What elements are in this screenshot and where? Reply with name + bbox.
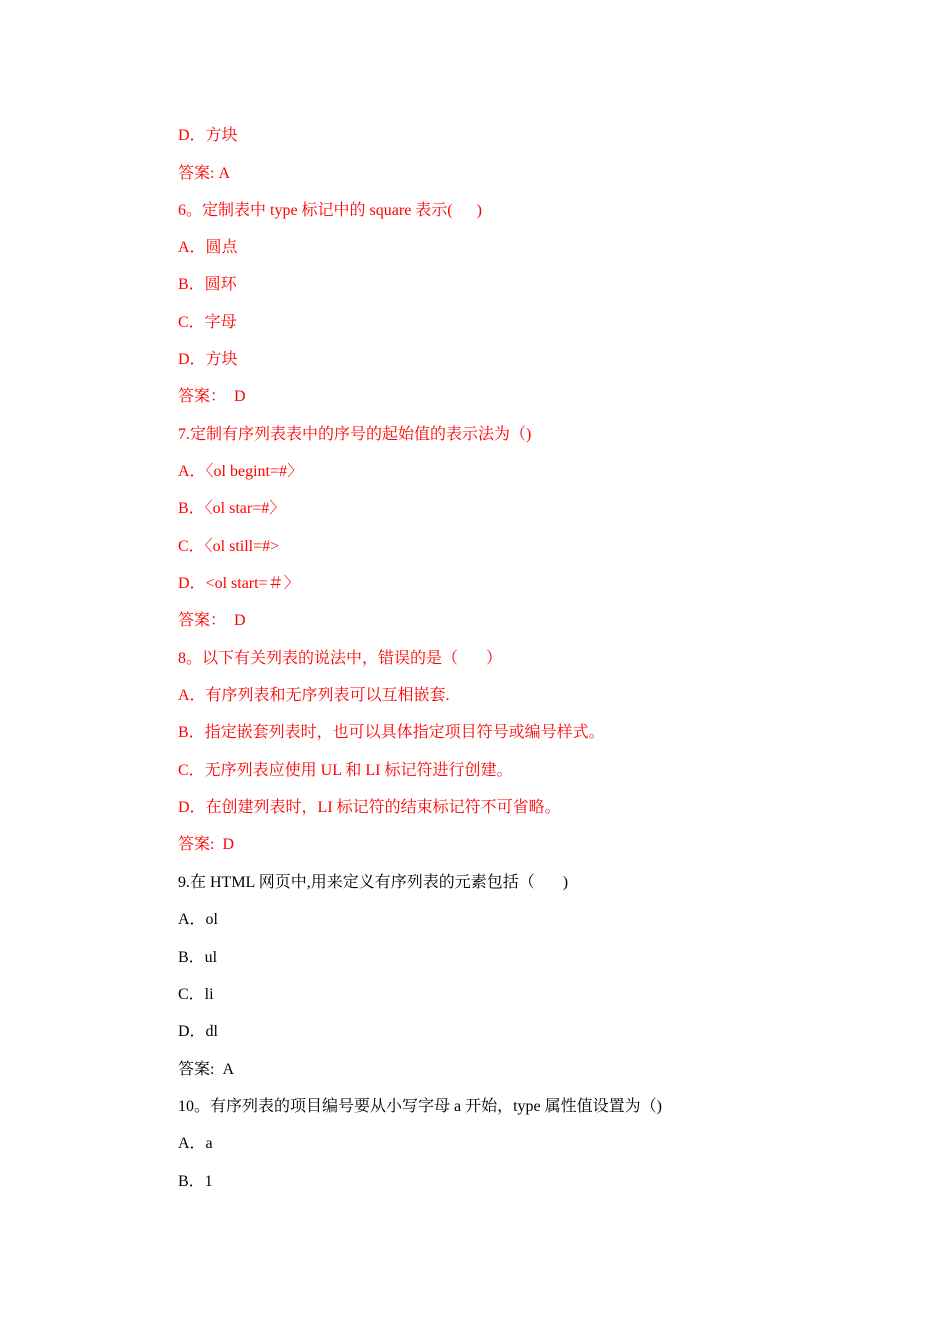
text-line: D．方块 bbox=[178, 351, 238, 368]
text-line: D．<ol start=＃〉 bbox=[178, 575, 300, 592]
text-line: 8。以下有关列表的说法中，错误的是（ ） bbox=[178, 650, 503, 667]
text-line: B．1 bbox=[178, 1173, 213, 1190]
text-line: C．无序列表应使用 UL 和 LI 标记符进行创建。 bbox=[178, 762, 513, 779]
text-line: C．li bbox=[178, 986, 214, 1003]
text-line: 7.定制有序列表表中的序号的起始值的表示法为（) bbox=[178, 426, 532, 443]
text-line: 9.在 HTML 网页中,用来定义有序列表的元素包括（ ) bbox=[178, 874, 569, 891]
text-line: 答案: A bbox=[178, 1061, 235, 1078]
text-line: A．圆点 bbox=[178, 239, 238, 256]
text-line: B．圆环 bbox=[178, 276, 237, 293]
text-line: C．字母 bbox=[178, 314, 237, 331]
text-line: 10。有序列表的项目编号要从小写字母 a 开始，type 属性值设置为（) bbox=[178, 1098, 662, 1115]
text-line: D．方块 bbox=[178, 127, 238, 144]
text-line: D．在创建列表时，LI 标记符的结束标记符不可省略。 bbox=[178, 799, 561, 816]
text-line: B．ul bbox=[178, 949, 218, 966]
text-line: B．〈ol star=#〉 bbox=[178, 500, 286, 517]
text-line: 答案: D bbox=[178, 836, 235, 853]
text-line: A．ol bbox=[178, 911, 219, 928]
text-line: A．〈ol begint=#〉 bbox=[178, 463, 304, 480]
text-line: 答案： D bbox=[178, 612, 246, 629]
text-line: B．指定嵌套列表时，也可以具体指定项目符号或编号样式。 bbox=[178, 724, 605, 741]
text-line: A．a bbox=[178, 1135, 213, 1152]
text-line: C．〈ol still=#> bbox=[178, 538, 280, 555]
text-line: 答案： D bbox=[178, 388, 246, 405]
text-line: A．有序列表和无序列表可以互相嵌套. bbox=[178, 687, 450, 704]
text-line: 6。定制表中 type 标记中的 square 表示( ) bbox=[178, 202, 482, 219]
text-line: 答案: A bbox=[178, 165, 231, 182]
text-line: D．dl bbox=[178, 1023, 219, 1040]
